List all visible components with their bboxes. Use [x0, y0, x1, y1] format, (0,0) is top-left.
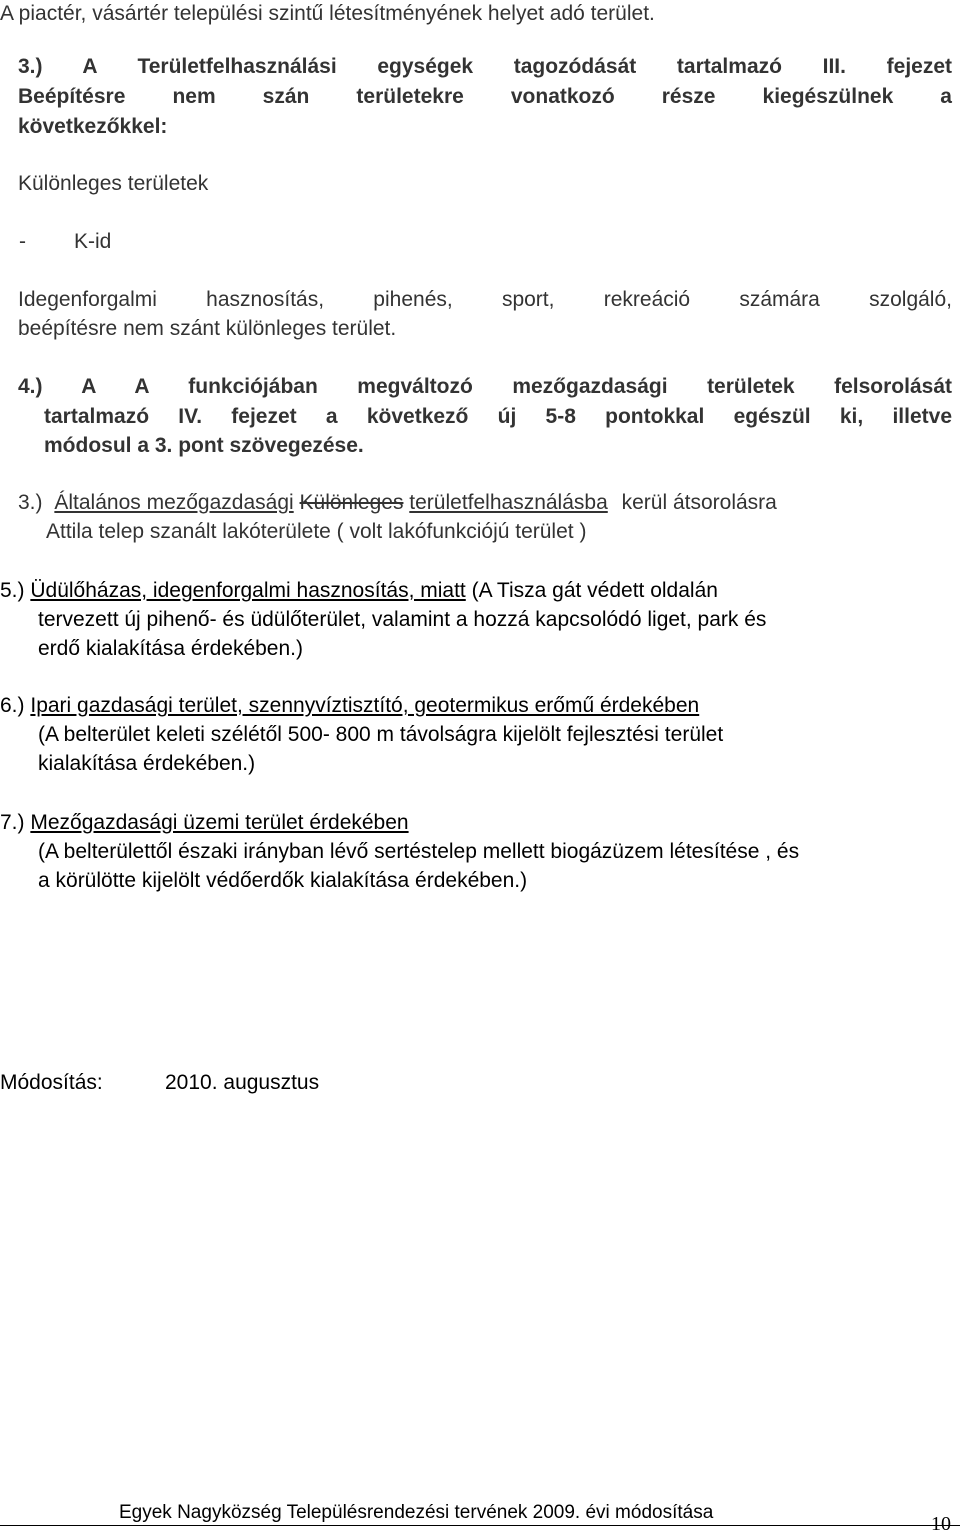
item-3-rest: kerül átsorolásra [621, 491, 777, 514]
item-7-line-2: (A belterülettől északi irányban lévő sertéstelep mellett biogázüzem létesítése , és [38, 840, 800, 863]
kid-description-line-1: Idegenforgalmi hasznosítás, pihenés, sport, rekreáció számára szolgáló, [18, 288, 952, 311]
item-7-line-3: a körülötte kijelölt védőerdők kialakítása érdekében.) [38, 869, 528, 892]
kid-label: K-id [74, 230, 112, 253]
item-5-rest: (A Tisza gát védett oldalán [471, 579, 718, 602]
item-5-line-2: tervezett új pihenő- és üdülőterület, valamint a hozzá kapcsolódó liget, park és [38, 608, 767, 631]
item-3-underlined-a: Általános mezőgazdasági [54, 491, 294, 514]
item-number: 5.) [0, 579, 25, 602]
section-3-line-2: Beépítésre nem szán területekre vonatkozó része kiegészülnek a [18, 85, 952, 108]
section-4-line-2: tartalmazó IV. fejezet a következő új 5-8 pontokkal egészül ki, illetve [44, 405, 952, 428]
modification-value: 2010. augusztus [165, 1071, 320, 1094]
text-line: A piactér, vásártér települési szintű létesítményének helyet adó terület. [0, 2, 655, 25]
section-4-line-1: 4.) A A funkciójában megváltozó mezőgazdasági területek felsorolását [18, 375, 952, 398]
item-3-struck-text: Különleges [299, 491, 404, 514]
item-6-line-1 [0, 694, 699, 718]
footer-text: Egyek Nagyközség Településrendezési tervének 2009. évi módosítása [119, 1502, 714, 1523]
modification-label: Módosítás: [0, 1071, 103, 1094]
section-3-line-3: következőkkel: [18, 115, 168, 138]
item-3-line-1 [18, 491, 777, 515]
section-4-line-3: módosul a 3. pont szövegezése. [44, 434, 364, 457]
kid-description-line-2: beépítésre nem szánt különleges terület. [18, 317, 397, 340]
section-3-line-1: 3.) A Területfelhasználási egységek tagozódását tartalmazó III. fejezet [18, 55, 952, 78]
item-7-underlined: Mezőgazdasági üzemi terület érdekében [30, 811, 409, 834]
item-6-underlined: Ipari gazdasági terület, szennyvíztisztító, geotermikus erőmű érdekében [30, 694, 700, 717]
page-number: 10 [931, 1513, 951, 1535]
item-5-line-3: erdő kialakítása érdekében.) [38, 637, 303, 660]
item-3-line-2: Attila telep szanált lakóterülete ( volt lakófunkciójú terület ) [46, 520, 587, 543]
special-areas-heading: Különleges területek [18, 172, 209, 195]
item-5-line-1 [0, 579, 718, 603]
item-number: 6.) [0, 694, 25, 717]
item-6-line-3: kialakítása érdekében.) [38, 752, 256, 775]
list-dash: - [19, 230, 26, 253]
item-number: 3.) [18, 491, 43, 514]
item-number: 7.) [0, 811, 25, 834]
footer-divider [0, 1525, 960, 1526]
item-5-underlined: Üdülőházas, idegenforgalmi hasznosítás, miatt [30, 579, 466, 602]
item-7-line-1 [0, 811, 409, 835]
item-6-line-2: (A belterület keleti szélétől 500- 800 m távolságra kijelölt fejlesztési terület [38, 723, 724, 746]
item-3-underlined-b: területfelhasználásba [409, 491, 608, 514]
